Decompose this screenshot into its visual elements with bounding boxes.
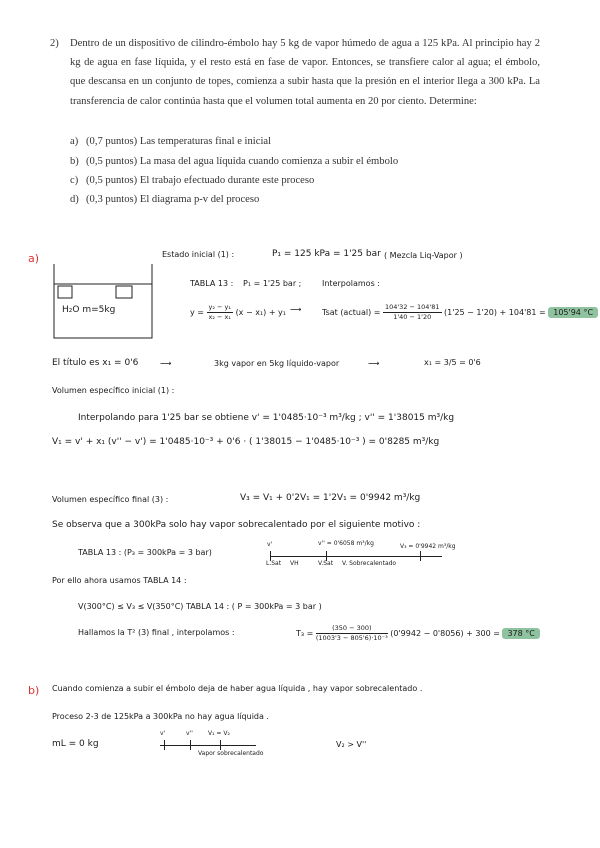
interp-formula: y = $\frac{\text{y₂ − y₁}}{\text{x₂ − x₁}}$ (x − x₁) + y₁ xyxy=(190,303,286,321)
titulo-line: El título es x₁ = 0'6 xyxy=(52,358,139,368)
diagram2-tick xyxy=(220,740,221,750)
arrow: ⟶ xyxy=(368,359,380,368)
section-b-label: b) xyxy=(28,684,40,697)
t3-result: 378 °C xyxy=(502,628,539,639)
t3-formula: T₃ = $\frac{(350 - 300)}{\text{(1003'3 − 805'6)·10⁻³}}$ (0'9942 − 0'8056) + 300 = 378 °C xyxy=(296,624,540,643)
problem-statement: Dentro de un dispositivo de cilindro-émbolo hay 5 kg de vapor húmedo de agua a 125 kPa. Al principio hay 2 kg de agua en fase líquida, y el resto está en fase de vapor. Entonces, se transfiere calor al agua; el émbolo, que descansa en un conjunto de topes, comienza a subir hasta que la presión en el interior llega a 300 kPa. La transferencia de calor continúa hasta que el volumen total aumenta en 20 por ciento. Determine: xyxy=(70,38,540,107)
arrow: ⟶ xyxy=(290,305,302,314)
diagram2-v2: v'' xyxy=(186,730,193,737)
b-text: Cuando comienza a subir el émbolo deja de haber agua líquida , hay vapor sobrecalentado . xyxy=(52,684,423,693)
diagram1-v2: v'' = 0'6058 m³/kg xyxy=(318,540,374,547)
observa-line: Se observa que a 300kPa solo hay vapor sobrecalentado por el siguiente motivo : xyxy=(52,520,421,530)
diagram1-tick xyxy=(420,551,421,561)
tsat-formula: Tsat (actual) = $\frac{104'32 - 104'81}{1'40 - 1'20}$ (1'25 − 1'20) + 104'81 = 105'94 °C xyxy=(322,303,598,322)
proceso-line: Proceso 2-3 de 125kPa a 300kPa no hay agua líquida . xyxy=(52,712,269,721)
diagram2-v3: V₁ = V₂ xyxy=(208,730,230,737)
diagram2-tick xyxy=(190,740,191,750)
vapor-text: 3kg vapor en 5kg líquido-vapor xyxy=(214,359,340,368)
item-d: d) (0,3 puntos) El diagrama p-v del proceso xyxy=(70,194,260,205)
x1-result: x₁ = 3/5 = 0'6 xyxy=(424,358,481,367)
vol-inicial: Volumen específico inicial (1) : xyxy=(52,386,175,395)
por-ello: Por ello ahora usamos TABLA 14 : xyxy=(52,576,187,585)
v3-equation: V₃ = V₁ + 0'2V₁ = 1'2V₁ = 0'9942 m³/kg xyxy=(240,493,421,503)
interpolamos-label: Interpolamos : xyxy=(322,279,380,288)
problem-number: 2) xyxy=(50,38,59,49)
mezcla-note: ( Mezcla Liq-Vapor ) xyxy=(384,251,463,260)
diagram1-v3: V₃ = 0'9942 m³/kg xyxy=(400,543,456,550)
p1-bar: P₁ = 1'25 bar ; xyxy=(243,279,302,288)
estado-inicial: Estado inicial (1) : xyxy=(162,250,235,259)
section-a-label: a) xyxy=(28,252,40,265)
diagram1-l2: VH xyxy=(290,560,299,567)
item-a: a) (0,7 puntos) Las temperaturas final e inicial xyxy=(70,136,272,147)
tabla13-p3: TABLA 13 : (P₃ = 300kPa = 3 bar) xyxy=(78,548,212,557)
arrow: ⟶ xyxy=(160,359,172,368)
diagram1-l4: V. Sobrecalentado xyxy=(342,560,397,567)
hallamos: Hallamos la T² (3) final , interpolamos : xyxy=(78,628,235,637)
v1-equation: V₁ = v' + x₁ (v'' − v') = 1'0485·10⁻³ + 0'6 · ( 1'38015 − 1'0485·10⁻³ ) = 0'8285 m³/kg xyxy=(52,437,440,447)
diagram2-axis xyxy=(160,745,256,746)
diagram1-v1: v' xyxy=(267,541,273,548)
piston-cylinder-drawing xyxy=(52,262,156,342)
tsat-result: 105'94 °C xyxy=(548,307,598,318)
tank-label: H₂O m=5kg xyxy=(62,305,116,315)
item-b: b) (0,5 puntos) La masa del agua líquida cuando comienza a subir el émbolo xyxy=(70,156,399,167)
interp-para: Interpolando para 1'25 bar se obtiene v' = 1'0485·10⁻³ m³/kg ; v'' = 1'38015 m³/kg xyxy=(78,413,455,423)
v2-comparison: V₂ > V'' xyxy=(336,740,367,749)
diagram2-v1: v' xyxy=(160,730,166,737)
diagram1-axis xyxy=(270,556,442,557)
vol-final: Volumen específico final (3) : xyxy=(52,495,169,504)
diagram2-tick xyxy=(164,740,165,750)
ml-value: mL = 0 kg xyxy=(52,739,99,749)
item-c: c) (0,5 puntos) El trabajo efectuado durante este proceso xyxy=(70,175,315,186)
diagram1-l3: V.Sat xyxy=(318,560,334,567)
tabla13-label: TABLA 13 : xyxy=(190,279,234,288)
diagram1-l1: L.Sat xyxy=(266,560,282,567)
v-range: V(300°C) ≤ V₃ ≤ V(350°C) TABLA 14 : ( P = 300kPa = 3 bar ) xyxy=(78,602,322,611)
p1-value: P₁ = 125 kPa = 1'25 bar xyxy=(272,249,381,259)
diagram2-label: Vapor sobrecalentado xyxy=(198,750,264,757)
